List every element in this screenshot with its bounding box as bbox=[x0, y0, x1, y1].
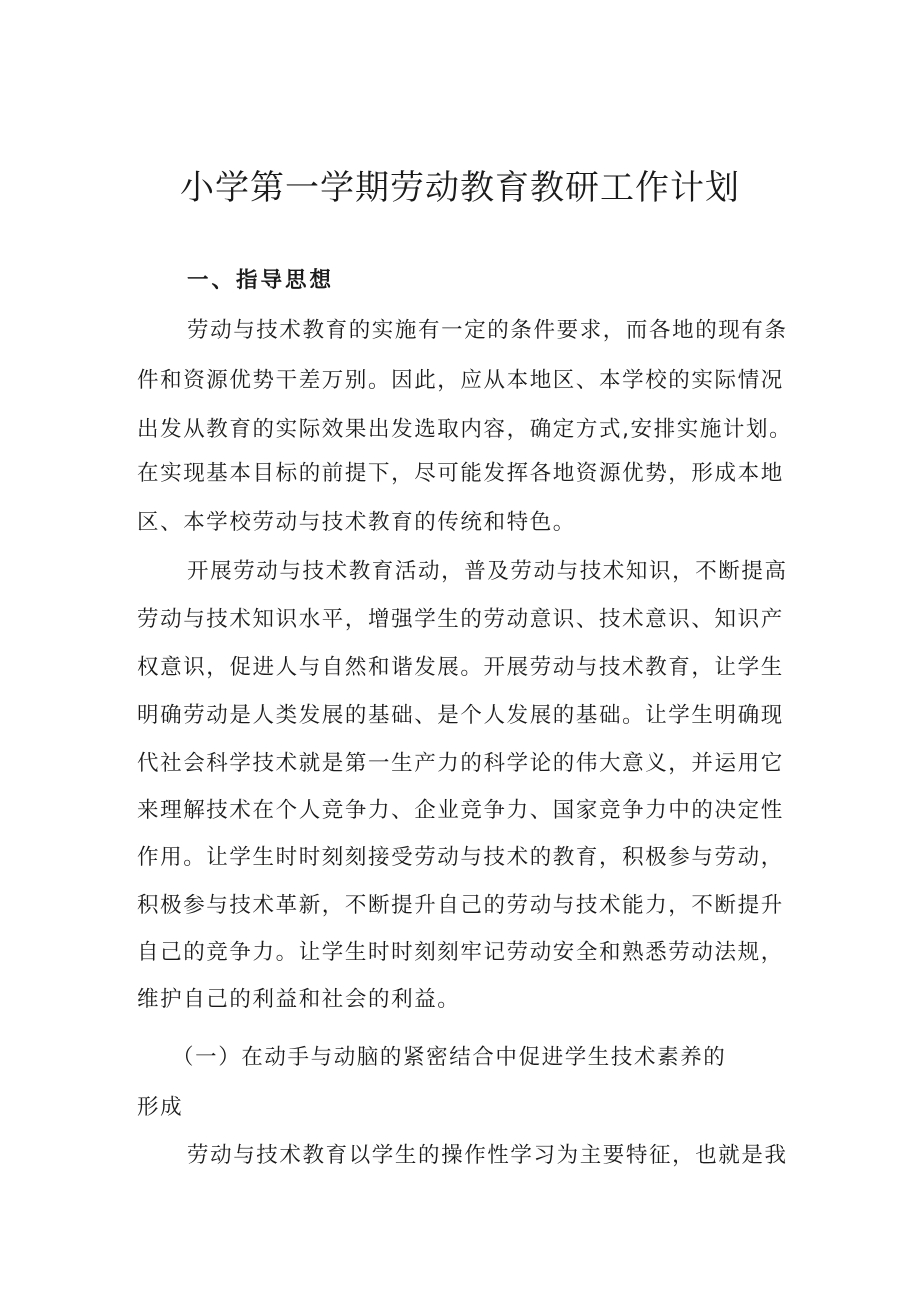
subheading-line: 形成 bbox=[137, 1095, 184, 1120]
paragraph-line: 件和资源优势干差万别。因此，应从本地区、本学校的实际情况 bbox=[137, 368, 784, 393]
paragraph-line: 劳动与技术教育的实施有一定的条件要求，而各地的现有条 bbox=[187, 318, 788, 343]
paragraph-line: 代社会科学技术就是第一生产力的科学论的伟大意义，并运用它 bbox=[137, 751, 784, 776]
paragraph-line: 作用。让学生时时刻刻接受劳动与技术的教育，积极参与劳动， bbox=[137, 845, 784, 870]
section-heading-guiding-ideology: 一、指导思想 bbox=[187, 268, 335, 293]
paragraph-line: 权意识，促进人与自然和谐发展。开展劳动与技术教育，让学生 bbox=[137, 655, 784, 680]
paragraph-line: 劳动与技术教育以学生的操作性学习为主要特征，也就是我 bbox=[187, 1143, 788, 1168]
paragraph-line: 出发从教育的实际效果出发选取内容，确定方式,安排实施计划。 bbox=[137, 417, 793, 442]
paragraph-line: 维护自己的利益和社会的利益。 bbox=[137, 987, 461, 1012]
document-title: 小学第一学期劳动教育教研工作计划 bbox=[180, 168, 740, 208]
paragraph-line: 劳动与技术知识水平，增强学生的劳动意识、技术意识、知识产 bbox=[137, 607, 784, 632]
subheading-line: （一）在动手与动脑的紧密结合中促进学生技术素养的 bbox=[172, 1045, 727, 1070]
paragraph-line: 明确劳动是人类发展的基础、是个人发展的基础。让学生明确现 bbox=[137, 703, 784, 728]
paragraph-line: 来理解技术在个人竞争力、企业竞争力、国家竞争力中的决定性 bbox=[137, 798, 784, 823]
paragraph-line: 开展劳动与技术教育活动，普及劳动与技术知识，不断提高 bbox=[187, 559, 788, 584]
paragraph-line: 积极参与技术革新，不断提升自己的劳动与技术能力，不断提升 bbox=[137, 893, 784, 918]
paragraph-line: 区、本学校劳动与技术教育的传统和特色。 bbox=[137, 510, 576, 535]
paragraph-line: 在实现基本目标的前提下，尽可能发挥各地资源优势，形成本地 bbox=[137, 461, 784, 486]
paragraph-line: 自己的竞争力。让学生时时刻刻牢记劳动安全和熟悉劳动法规， bbox=[137, 940, 784, 965]
